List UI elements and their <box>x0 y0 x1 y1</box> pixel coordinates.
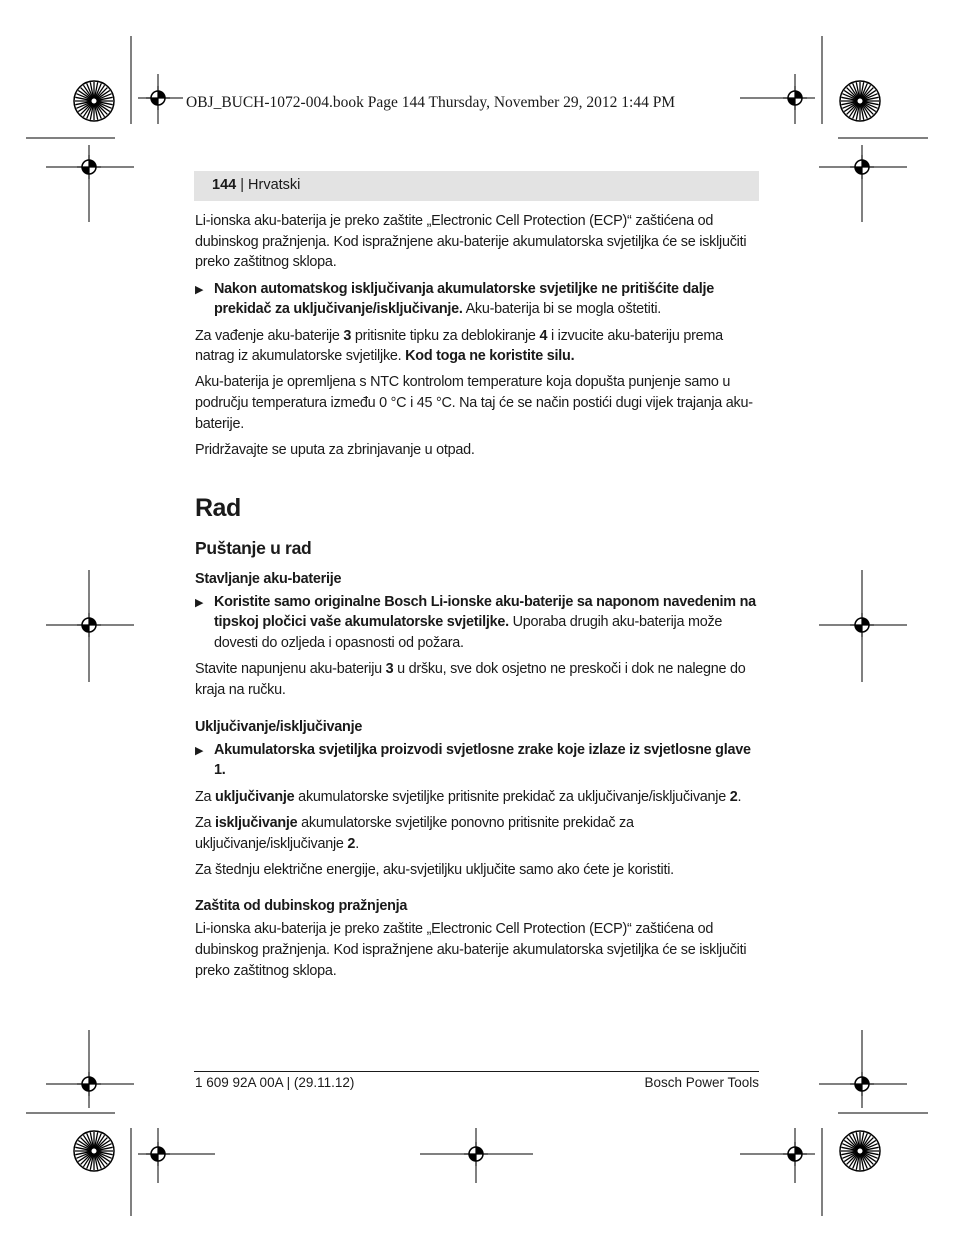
ref-number: 4 <box>539 327 548 344</box>
warning-bullet <box>195 279 760 320</box>
footer-doc-number: 1 609 92A 00A | (29.11.12) <box>195 1075 355 1090</box>
bullet-plain-text: Aku-baterija bi se mogla oštetiti. <box>462 301 662 318</box>
bullet-arrow-icon: ▶ <box>195 283 204 296</box>
ref-number: 3 <box>343 327 352 344</box>
bullet-arrow-icon: ▶ <box>195 596 204 609</box>
ref-number: 3 <box>385 661 394 678</box>
bullet-bold-text: Nakon automatskog isključivanja akumulatorske svjetiljke ne pritišćite dalje prekidač za uključivanje/isključivanje. <box>214 280 715 318</box>
header-separator: | <box>236 177 249 193</box>
footer-divider <box>194 1071 759 1072</box>
text-run: u dršku, sve dok osjetno ne preskoči i dok ne nalegne do kraja na ručku. <box>195 661 746 699</box>
text-run: Za <box>195 788 216 805</box>
text-run: pritisnite tipku za deblokiranje <box>351 327 540 344</box>
page-number: 144 <box>212 177 237 193</box>
disposal-paragraph: Pridržavajte se uputa za zbrinjavanje u otpad. <box>195 442 475 459</box>
switch-off-paragraph <box>195 813 760 854</box>
text-run: i izvucite aku-bateriju prema natrag iz akumulatorske svjetiljke. <box>195 327 723 365</box>
page-header <box>212 177 300 193</box>
bullet-plain-text: Uporaba drugih aku-baterija može dovesti do ozljeda i opasnosti od požara. <box>214 614 723 652</box>
text-run: akumulatorske svjetiljke pritisnite prekidač za uključivanje/isključivanje <box>294 788 730 805</box>
bullet-arrow-icon: ▶ <box>195 744 204 757</box>
insert-paragraph <box>195 659 760 700</box>
ref-number: 2 <box>729 788 738 805</box>
subheading-on-off: Uključivanje/isključivanje <box>195 718 363 735</box>
removal-paragraph <box>195 326 760 367</box>
intro-paragraph: Li-ionska aku-baterija je preko zaštite „Electronic Cell Protection (ECP)“ zaštićena od dubinskog pražnjenja. Kod ispražnjene aku-baterije akumulatorska svjetiljka će se isključiti preko zaštitnog sklopa. <box>195 213 747 271</box>
footer-brand: Bosch Power Tools <box>644 1075 759 1090</box>
switch-on-paragraph <box>195 787 760 808</box>
text-run: . <box>355 835 359 852</box>
onoff-bullet <box>195 740 760 781</box>
page-content <box>195 211 760 987</box>
emphasis-text: uključivanje <box>215 788 295 805</box>
subheading-protection: Zaštita od dubinskog pražnjenja <box>195 898 408 915</box>
bullet-text <box>214 592 760 654</box>
bullet-bold-text: Koristite samo originalne Bosch Li-ionske aku-baterije sa naponom navedenim na tipskoj pločici vaše akumulatorske svjetiljke. <box>214 593 756 631</box>
section-subtitle: Puštanje u rad <box>195 537 312 558</box>
subheading-insert-battery: Stavljanje aku-baterije <box>195 570 342 587</box>
ntc-paragraph: Aku-baterija je opremljena s NTC kontrolom temperature koja dopušta punjenje samo u području temperatura između 0 °C i 45 °C. Na taj će se način postići dugi vijek trajanja aku-baterije. <box>195 374 753 432</box>
text-run: Stavite napunjenu aku-bateriju <box>195 661 386 678</box>
print-slug: OBJ_BUCH-1072-004.book Page 144 Thursday, November 29, 2012 1:44 PM <box>186 94 676 111</box>
bullet-text <box>214 740 760 781</box>
emphasis-text: isključivanje <box>215 814 298 831</box>
header-language: Hrvatski <box>248 177 301 193</box>
section-title: Rad <box>195 493 241 522</box>
insert-bullet <box>195 592 760 654</box>
page-header-band <box>194 171 759 201</box>
bullet-text <box>214 279 760 320</box>
text-run: Za vađenje aku-baterije <box>195 327 344 344</box>
emphasis-text: Kod toga ne koristite silu. <box>405 348 575 365</box>
text-run: Za <box>195 814 216 831</box>
text-run: akumulatorske svjetiljke ponovno pritisnite prekidač za uključivanje/isključivanje <box>195 814 634 852</box>
text-run: . <box>737 788 742 805</box>
ref-number: 2 <box>347 835 356 852</box>
energy-paragraph: Za štednju električne energije, aku-svjetiljku uključite samo ako ćete je koristiti. <box>195 861 674 878</box>
bullet-bold-text: Akumulatorska svjetiljka proizvodi svjetlosne zrake koje izlaze iz svjetlosne glave 1. <box>214 741 751 779</box>
protection-paragraph: Li-ionska aku-baterija je preko zaštite „Electronic Cell Protection (ECP)“ zaštićena od dubinskog pražnjenja. Kod ispražnjene aku-baterije akumulatorska svjetiljka će se isključiti preko zaštitnog sklopa. <box>195 921 747 979</box>
